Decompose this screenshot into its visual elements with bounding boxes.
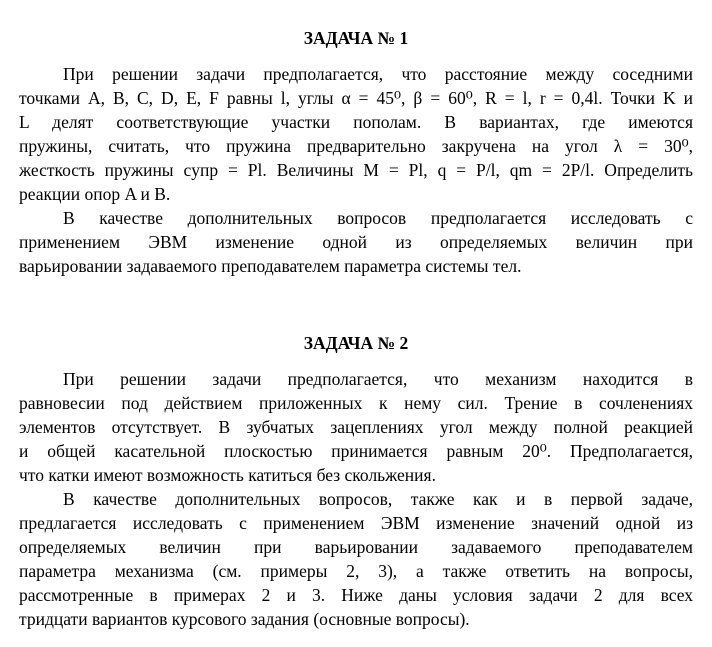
task-1-p2-line: В качестве дополнительных вопросов предполагается исследовать с (63, 208, 693, 228)
task-1-paragraph-2 (19, 206, 693, 278)
task-2-p1-line: При решении задачи предполагается, что механизм находится в (63, 369, 693, 389)
task-2-p1-line: элементов отсутствует. В зубчатых зацеплениях угол между полной реакцией (19, 417, 693, 437)
task-1-p1-line: реакции опор A и B. (19, 184, 171, 204)
task-2-title: ЗАДАЧА № 2 (303, 333, 409, 353)
task-2-p2-line: определяемых величин при варьировании задаваемого преподавателем (19, 537, 693, 557)
task-1-p2-line: применением ЭВМ изменение одной из определяемых величин при (19, 232, 693, 252)
task-1-title: ЗАДАЧА № 1 (303, 28, 409, 48)
task-2-paragraph-2 (19, 487, 693, 631)
task-2-p2-line: рассмотренные в примерах 2 и 3. Ниже даны условия задачи 2 для всех (19, 585, 693, 605)
task-1-p1-line: точками A, B, C, D, E, F равны l, углы α = 45⁰, β = 60⁰, R = l, r = 0,4l. Точки K и (19, 88, 693, 108)
task-1-p1-line: При решении задачи предполагается, что расстояние между соседними (63, 64, 693, 84)
task-2-p1-line: и общей касательной плоскостью принимается равным 20⁰. Предполагается, (19, 441, 693, 461)
task-2-p2-line: В качестве дополнительных вопросов, также как и в первой задаче, (63, 489, 693, 509)
task-1-paragraph-1 (19, 62, 693, 206)
task-2-p2-line: параметра механизма (см. примеры 2, 3), а также ответить на вопросы, (19, 561, 693, 581)
task-1-p2-line: варьировании задаваемого преподавателем параметра системы тел. (19, 256, 522, 276)
task-2-paragraph-1 (19, 367, 693, 487)
task-2-p1-line: что катки имеют возможность катиться без скольжения. (19, 465, 436, 485)
task-1-p1-line: жесткость пружины cупр = Pl. Величины M = Pl, q = P/l, qm = 2P/l. Определить (19, 160, 693, 180)
task-1-p1-line: пружины, считать, что пружина предварительно закручена на угол λ = 30⁰, (19, 136, 693, 156)
task-1-p1-line: L делят соответствующие участки пополам. В вариантах, где имеются (19, 112, 693, 132)
task-2-p2-line: тридцати вариантов курсового задания (основные вопросы). (19, 609, 470, 629)
task-2-p2-line: предлагается исследовать с применением ЭВМ изменение значений одной из (19, 513, 693, 533)
task-2-p1-line: равновесии под действием приложенных к нему сил. Трение в сочленениях (19, 393, 693, 413)
